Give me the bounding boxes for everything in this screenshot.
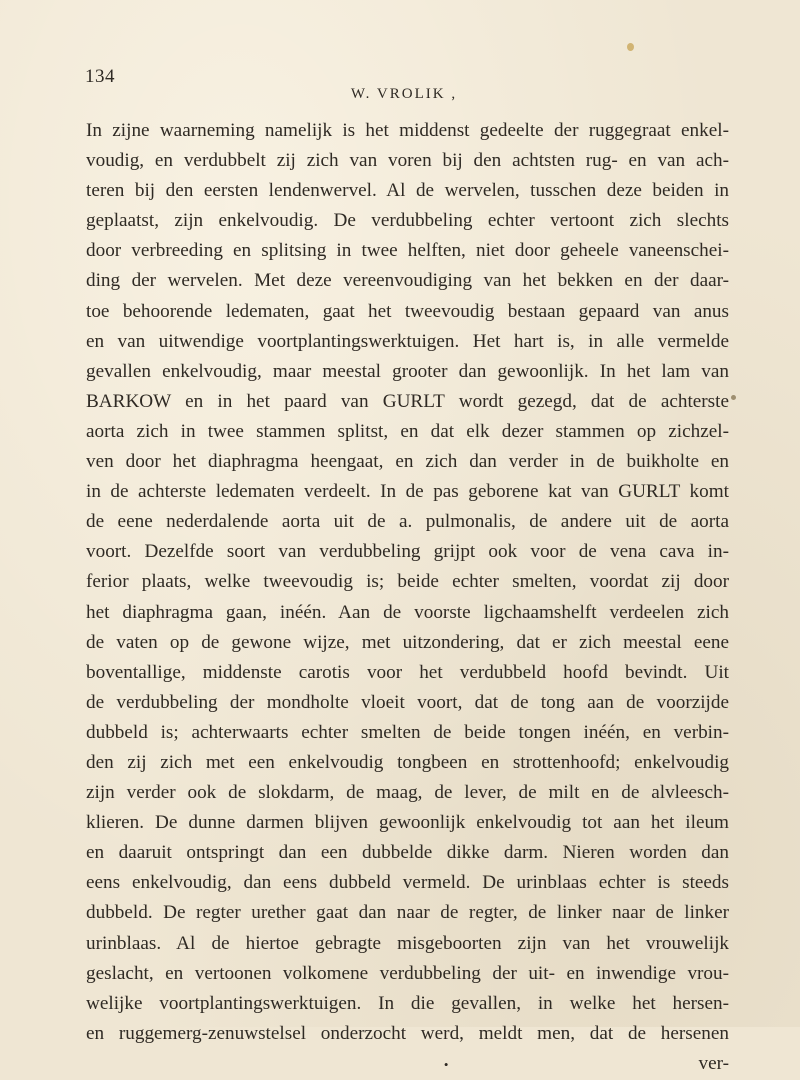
text-line: door verbreeding en splitsing in twee helften, niet door geheele vaneenschei- bbox=[86, 240, 729, 262]
text-line: zijn verder ook de slokdarm, de maag, de lever, de milt en de alvleesch- bbox=[86, 782, 729, 804]
text-line: urinblaas. Al de hiertoe gebragte misgeboorten zijn van het vrouwelijk bbox=[86, 932, 729, 954]
text-line: gevallen enkelvoudig, maar meestal grooter dan gewoonlijk. In het lam van bbox=[86, 360, 729, 382]
text-line: de vaten op de gewone wijze, met uitzondering, dat er zich meestal eene bbox=[86, 631, 729, 653]
text-line: voort. Dezelfde soort van verdubbeling grijpt ook voor de vena cava in- bbox=[86, 541, 729, 563]
text-line: welijke voortplantingswerktuigen. In die gevallen, in welke het hersen- bbox=[86, 992, 729, 1014]
text-line: dubbeld. De regter urether gaat dan naar de regter, de linker naar de linker bbox=[86, 902, 729, 924]
catch-mark: • bbox=[443, 1056, 449, 1072]
text-line: klieren. De dunne darmen blijven gewoonlijk enkelvoudig tot aan het ileum bbox=[86, 812, 729, 834]
text-line: teren bij den eersten lendenwervel. Al de wervelen, tusschen deze beiden in bbox=[86, 180, 729, 202]
text-line: geplaatst, zijn enkelvoudig. De verdubbeling echter vertoont zich slechts bbox=[86, 210, 729, 232]
text-line: het diaphragma gaan, inéén. Aan de voorste ligchaamshelft verdeelen zich bbox=[86, 601, 729, 623]
text-line: voudig, en verdubbelt zij zich van voren bij den achtsten rug- en van ach- bbox=[86, 150, 729, 172]
text-line: den zij zich met een enkelvoudig tongbeen en strottenhoofd; enkelvoudig bbox=[86, 751, 729, 773]
text-line: en van uitwendige voortplantingswerktuigen. Het hart is, in alle vermelde bbox=[86, 330, 729, 352]
text-line: eens enkelvoudig, dan eens dubbeld vermeld. De urinblaas echter is steeds bbox=[86, 872, 729, 894]
text-line: BARKOW en in het paard van GURLT wordt gezegd, dat de achterste bbox=[86, 390, 729, 412]
text-line: ven door het diaphragma heengaat, en zich dan verder in de buikholte en bbox=[86, 451, 729, 473]
running-head bbox=[0, 86, 800, 103]
text-line: en ruggemerg-zenuwstelsel onderzocht werd, meldt men, dat de hersenen bbox=[86, 1022, 729, 1044]
text-line: boventallige, middenste carotis voor het verdubbeld hoofd bevindt. Uit bbox=[86, 661, 729, 683]
text-line: de verdubbeling der mondholte vloeit voort, dat de tong aan de voorzijde bbox=[86, 691, 729, 713]
text-line: In zijne waarneming namelijk is het middenst gedeelte der ruggegraat enkel- bbox=[86, 120, 729, 141]
text-line: ferior plaats, welke tweevoudig is; beide echter smelten, voordat zij door bbox=[86, 571, 729, 593]
ink-stain bbox=[627, 43, 634, 51]
text-line: aorta zich in twee stammen splitst, en dat elk dezer stammen op zichzel- bbox=[86, 420, 729, 442]
text-line: en daaruit ontspringt dan een dubbelde dikke darm. Nieren worden dan bbox=[86, 842, 729, 864]
catchword-line bbox=[86, 1049, 729, 1079]
text-line: de eene nederdalende aorta uit de a. pulmonalis, de andere uit de aorta bbox=[86, 511, 729, 533]
margin-mark bbox=[731, 395, 736, 400]
text-line: dubbeld is; achterwaarts echter smelten de beide tongen inéén, en verbin- bbox=[86, 721, 729, 743]
page-number: 134 bbox=[85, 66, 115, 87]
text-line: geslacht, en vertoonen volkomene verdubbeling der uit- en inwendige vrou- bbox=[86, 962, 729, 984]
catchword: ver- bbox=[698, 1052, 729, 1074]
text-line: toe behoorende ledematen, gaat het tweevoudig bestaan gepaard van anus bbox=[86, 300, 729, 322]
text-line: in de achterste ledematen verdeelt. In de pas geborene kat van GURLT komt bbox=[86, 481, 729, 503]
running-head-text: W. VROLIK , bbox=[350, 86, 458, 102]
text-line: ding der wervelen. Met deze vereenvoudiging van het bekken en der daar- bbox=[86, 270, 729, 292]
body-text bbox=[86, 116, 729, 1079]
